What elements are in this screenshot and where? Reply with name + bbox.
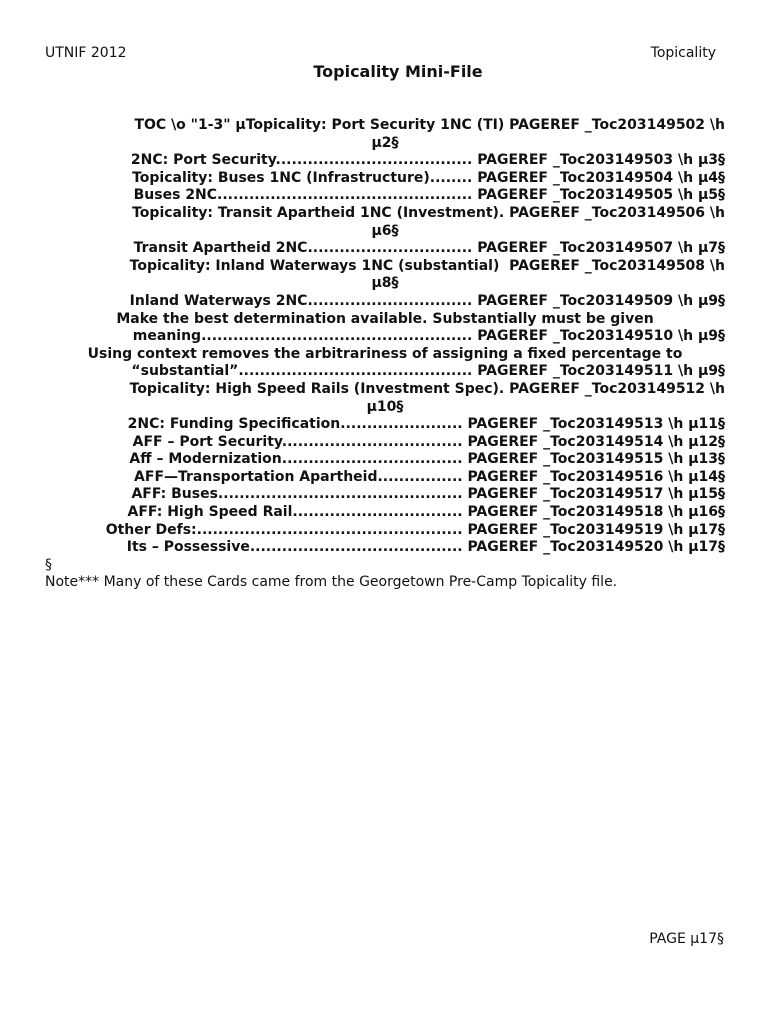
toc-line: Topicality: Inland Waterways 1NC (substantial) PAGEREF _Toc203149508 \h — [129, 257, 725, 274]
table-of-contents — [45, 117, 725, 592]
toc-line: “substantial”............................................ PAGEREF _Toc203149511 \h µ9§ — [131, 363, 725, 380]
toc-line: µ8§ — [371, 275, 399, 292]
toc-line: Transit Apartheid 2NC............................... PAGEREF _Toc203149507 \h µ7§ — [133, 240, 725, 257]
header-left-text: UTNIF 2012 — [45, 45, 127, 61]
footer-page-number: PAGE µ17§ — [649, 931, 724, 947]
toc-line: 2NC: Port Security..................................... PAGEREF _Toc203149503 \h µ3§ — [130, 152, 725, 169]
note-text: Note*** Many of these Cards came from the Georgetown Pre-Camp Topicality file. — [45, 574, 618, 591]
toc-line: Other Defs:.................................................. PAGEREF _Toc203149519 \h µ17§ — [105, 521, 725, 538]
toc-line: Topicality: Transit Apartheid 1NC (Investment). PAGEREF _Toc203149506 \h — [132, 204, 725, 221]
section-mark: § — [45, 556, 52, 573]
header-right-text: Topicality — [650, 45, 716, 61]
toc-line: Inland Waterways 2NC............................... PAGEREF _Toc203149509 \h µ9§ — [129, 292, 725, 309]
toc-line: Topicality: High Speed Rails (Investment Spec). PAGEREF _Toc203149512 \h — [129, 380, 725, 397]
toc-line: Its – Possessive........................................ PAGEREF _Toc203149520 \h µ17§ — [126, 539, 725, 556]
toc-line: Make the best determination available. Substantially must be given — [116, 310, 654, 327]
document-title: Topicality Mini-File — [313, 62, 483, 81]
toc-line: TOC \o "1-3" µTopicality: Port Security 1NC (TI) PAGEREF _Toc203149502 \h — [134, 117, 725, 133]
toc-line: 2NC: Funding Specification....................... PAGEREF _Toc203149513 \h µ11§ — [127, 416, 725, 433]
toc-line: Topicality: Buses 1NC (Infrastructure)........ PAGEREF _Toc203149504 \h µ4§ — [132, 169, 725, 186]
toc-line: AFF: Buses.............................................. PAGEREF _Toc203149517 \h µ15§ — [131, 486, 725, 503]
toc-line: Buses 2NC................................................ PAGEREF _Toc203149505 \h µ5§ — [133, 187, 725, 204]
toc-line: AFF: High Speed Rail................................ PAGEREF _Toc203149518 \h µ16§ — [127, 504, 725, 521]
toc-line: AFF – Port Security.................................. PAGEREF _Toc203149514 \h µ12§ — [132, 433, 725, 450]
toc-line: µ6§ — [371, 222, 399, 239]
toc-line: AFF—Transportation Apartheid................ PAGEREF _Toc203149516 \h µ14§ — [134, 468, 725, 485]
toc-line: Using context removes the arbitrariness of assigning a fixed percentage to — [87, 345, 683, 362]
toc-line: µ10§ — [366, 398, 404, 415]
toc-line: meaning................................................... PAGEREF _Toc203149510 \h µ9§ — [132, 328, 725, 345]
toc-line: Aff – Modernization.................................. PAGEREF _Toc203149515 \h µ13§ — [129, 451, 725, 468]
toc-line: µ2§ — [371, 134, 399, 151]
